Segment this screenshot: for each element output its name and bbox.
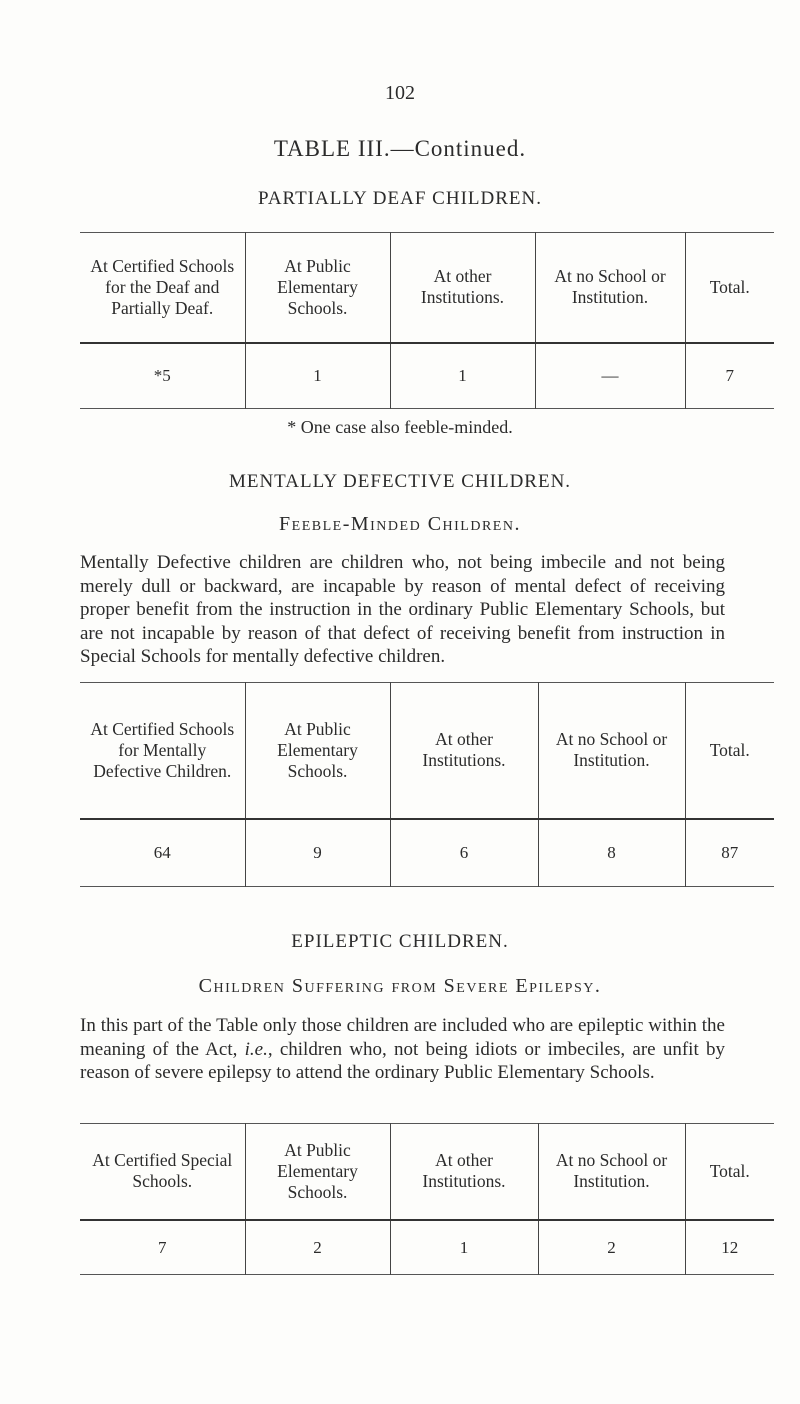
column-header: Total.	[685, 683, 774, 819]
paragraph-italic: i.e.	[244, 1038, 268, 1060]
paragraph-text: , children who, not being idiots or imbeciles, are unfit by reason of severe epilepsy to attend the ordinary Public Elementary Schools.	[80, 1038, 725, 1083]
table-row	[80, 819, 774, 887]
column-header: At no School or Institution.	[535, 233, 685, 343]
partially-deaf-table	[80, 232, 774, 409]
table-title: TABLE III.—Continued.	[273, 136, 527, 161]
table-cell: 1	[390, 1220, 538, 1275]
page-number: 102	[385, 82, 415, 104]
table-cell: 2	[538, 1220, 685, 1275]
mentally-defective-table	[80, 682, 774, 887]
table-cell: 1	[245, 343, 390, 409]
table-cell: 64	[153, 843, 171, 863]
epileptic-heading: EPILEPTIC CHILDREN.	[291, 931, 509, 952]
column-header: At Public Elementary Schools.	[245, 1124, 390, 1220]
footnote: * One case also feeble-minded.	[287, 417, 513, 437]
table-cell: 1	[390, 343, 535, 409]
column-header: Total.	[685, 1124, 774, 1220]
table-cell: —	[535, 343, 685, 409]
table-header-row	[80, 1124, 774, 1220]
column-header: At no School or Institution.	[538, 683, 685, 819]
mentally-defective-paragraph: Mentally Defective children are children who, not being imbecile and not being merely dull or backward, are incapable by reason of mental defect of receiving proper benefit from the instruction in the ordinary Public Elementary Schools, but are not incapable by reason of that defect of receiving benefit from instruction in Special Schools for mentally defective children.	[80, 552, 725, 667]
column-header: At other Institutions.	[390, 683, 538, 819]
table-header-row	[80, 233, 774, 343]
epileptic-paragraph	[80, 1014, 725, 1085]
table-cell: 7	[685, 343, 774, 409]
feeble-minded-subheading: Feeble-Minded Children.	[279, 513, 521, 535]
column-header: At no School or Institution.	[538, 1124, 685, 1220]
epileptic-table	[80, 1123, 774, 1275]
column-header: At Certified Special Schools.	[80, 1124, 245, 1220]
mentally-defective-heading: MENTALLY DEFECTIVE CHILDREN.	[228, 471, 572, 492]
partially-deaf-heading: PARTIALLY DEAF CHILDREN.	[258, 188, 542, 209]
table-cell: 87	[685, 819, 774, 887]
table-row	[80, 343, 774, 409]
table-row	[80, 1220, 774, 1275]
paragraph-text: In this part of the Table only those children are included who are epileptic within the meaning of the Act,	[80, 1015, 725, 1060]
table-cell: 7	[158, 1237, 167, 1257]
table-cell: 2	[245, 1220, 390, 1275]
column-header: At other Institutions.	[390, 1124, 538, 1220]
column-header: At other Institutions.	[390, 233, 535, 343]
table-cell: *5	[153, 366, 171, 386]
table-cell: 9	[245, 819, 390, 887]
table-header-row	[80, 683, 774, 819]
column-header: At Certified Schools for the Deaf and Partially Deaf.	[80, 233, 245, 343]
table-cell: 8	[538, 819, 685, 887]
column-header: Total.	[685, 233, 774, 343]
column-header: At Public Elementary Schools.	[245, 233, 390, 343]
column-header: At Public Elementary Schools.	[245, 683, 390, 819]
column-header: At Certified Schools for Mentally Defective Children.	[80, 683, 245, 819]
table-cell: 12	[685, 1220, 774, 1275]
severe-epilepsy-subheading: Children Suffering from Severe Epilepsy.	[198, 975, 602, 997]
table-cell: 6	[390, 819, 538, 887]
